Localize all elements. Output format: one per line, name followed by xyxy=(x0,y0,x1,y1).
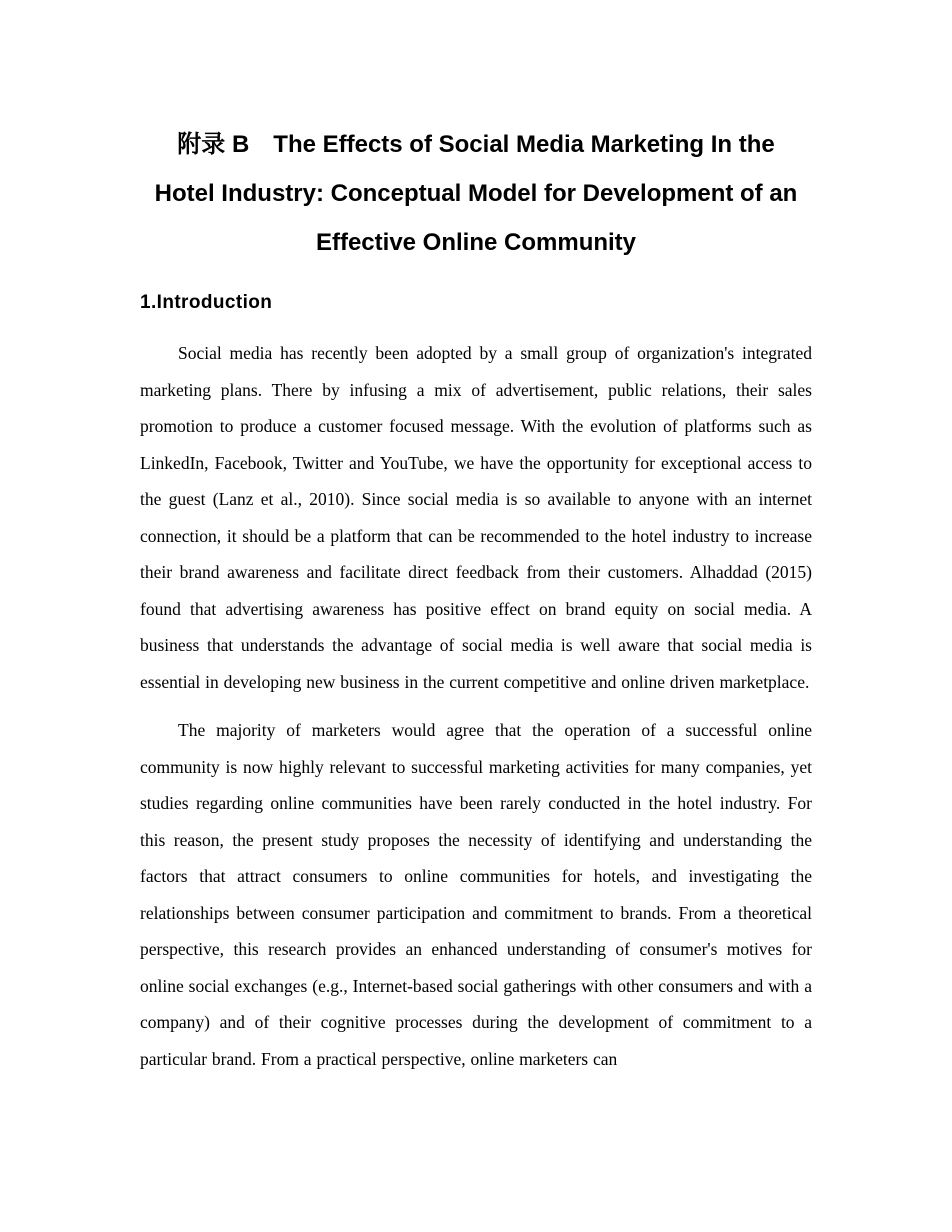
paragraph-2: The majority of marketers would agree that the operation of a successful online community is now highly relevant to successful marketing activities for many companies, yet studies regarding online communities have been rarely conducted in the hotel industry. For this reason, the present study proposes the necessity of identifying and understanding the factors that attract consumers to online communities for hotels, and investigating the relationships between consumer participation and commitment to brands. From a theoretical perspective, this research provides an enhanced understanding of consumer's motives for online social exchanges (e.g., Internet-based social gatherings with other consumers and with a company) and of their cognitive processes during the development of commitment to a particular brand. From a practical perspective, online marketers can xyxy=(140,720,812,1069)
doc-title: 附录 B The Effects of Social Media Marketing In the Hotel Industry: Conceptual Model for Development of an Effective Online Community xyxy=(154,131,798,256)
paragraph-1: Social media has recently been adopted by a small group of organization's integrated marketing plans. There by infusing a mix of advertisement, public relations, their sales promotion to produce a customer focused message. With the evolution of platforms such as LinkedIn, Facebook, Twitter and YouTube, we have the opportunity for exceptional access to the guest (Lanz et al., 2010). Since social media is so available to anyone with an internet connection, it should be a platform that can be recommended to the hotel industry to increase their brand awareness and facilitate direct feedback from their customers. Alhaddad (2015) found that advertising awareness has positive effect on brand equity on social media. A business that understands the advantage of social media is well aware that social media is essential in developing new business in the current competitive and online driven marketplace. xyxy=(140,343,812,692)
section-heading-introduction: 1.Introduction xyxy=(140,292,273,313)
